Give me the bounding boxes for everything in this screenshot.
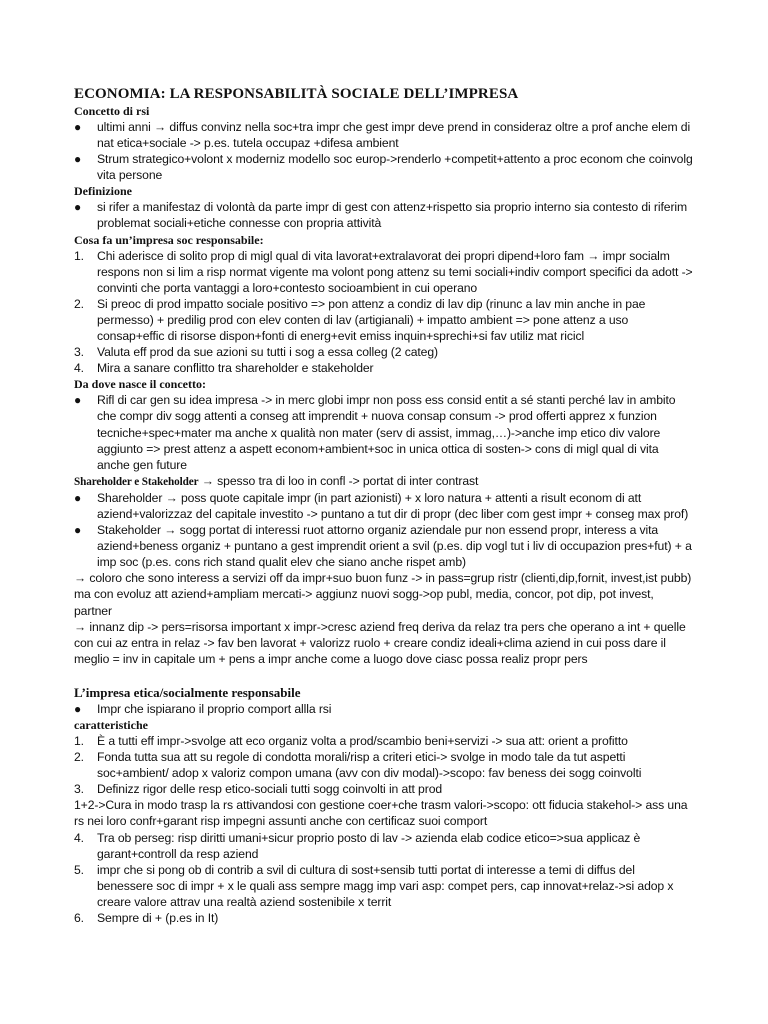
- list-item: ● Stakeholder → sogg portat di interessi ruot attorno organiz aziendale pur non essend propr, interess a vita aziend+beness organiz + puntano a gest imprendit orient a svil (p.es. dip vogl tut i liv di occupazion pres+fut) + a imp soc (p.es. cons rich stand qualit elev che siano anche rispet amb): [74, 523, 692, 570]
- list-item: 4. Mira a sanare conflitto tra shareholder e stakeholder: [74, 361, 374, 376]
- bullet-icon: ●: [74, 523, 82, 538]
- list-item: 3. Definizz rigor delle resp etico-sociali tutti sogg coinvolti in att prod: [74, 782, 443, 797]
- paragraph: → coloro che sono interess a servizi off da impr+suo buon funz -> in pass=grup ristr (clienti,dip,fornit, invest,ist pubb) ma con evoluz att aziend+ampliam mercati-> aggiunz nuovi sogg->op publ, media, concor, pot dip, pot invest, partner: [74, 571, 692, 618]
- list-item: 6. Sempre di + (p.es in It): [74, 911, 219, 926]
- list-item: 1. È a tutti eff impr->svolge att eco organiz volta a prod/scambio beni+servizi -> sua att: orient a profitto: [74, 734, 628, 748]
- bullet-list-concetto: [74, 119, 694, 183]
- bullet-icon: ●: [74, 120, 82, 134]
- list-item: 2. Fonda tutta sua att su regole di condotta morali/risp a criteri etici-> svolge in modo tale da tut aspetti soc+ambient/ adop x valoriz compon umana (avv con div modal)->scopo: fav beness dei sogg coinvolti: [74, 750, 642, 781]
- list-item: 3. Valuta eff prod da sue azioni su tutti i sog a essa colleg (2 categ): [74, 345, 438, 360]
- bullet-icon: ●: [74, 152, 82, 167]
- bullet-icon: ●: [74, 393, 82, 408]
- bullet-list-shareholder: [74, 490, 694, 570]
- section-heading-impresa-etica: L’impresa etica/socialmente responsabile: [74, 684, 301, 700]
- section-heading-definizione: Definizione: [74, 184, 132, 199]
- paragraph: → innanz dip -> pers=risorsa important x impr->cresc aziend freq deriva da relaz tra pers che operano a int + quelle con cui az entra in relaz -> fav ben lavorat + valorizz ruolo + creare condiz ideali+clima aziend in cui poss dare il meglio = inv in capitale um + pens a impr anche come a luogo dove ciasc possa realiz propr pers: [74, 619, 686, 666]
- section-heading-caratteristiche: caratteristiche: [74, 718, 148, 732]
- document-title: ECONOMIA: LA RESPONSABILITÀ SOCIALE DELL’IMPRESA: [74, 86, 519, 102]
- list-item: ● Shareholder → poss quote capitale impr (in part azionisti) + x loro natura + attenti a risult econom di att aziend+valorizzaz del capitale investito -> puntano a tut dir di propr (dec liber com gest impr + conseg max prof): [74, 490, 689, 521]
- numbered-list-caratteristiche-a: [74, 733, 694, 797]
- bullet-icon: ●: [74, 200, 82, 215]
- section-heading-shareholder-stakeholder: Shareholder e Stakeholder → spesso tra di loo in confl -> portat di inter contrast: [74, 473, 479, 488]
- numbered-list-caratteristiche-b: [74, 830, 694, 927]
- bullet-icon: ●: [74, 701, 82, 716]
- bullet-list-da-dove: [74, 392, 694, 472]
- list-item: ● Strum strategico+volont x moderniz modello soc europ->renderlo +competit+attento a proc econom che coinvolg vita persone: [74, 152, 693, 183]
- list-item: ● si rifer a manifestaz di volontà da parte impr di gest con attenz+rispetto sia proprio interno sia contesto di riferim problemat sociali+etiche connesse con propria attività: [74, 200, 688, 231]
- paragraph: 1+2->Cura in modo trasp la rs attivandosi con gestione coer+che trasm valori->scopo: ott fiducia stakehol-> ass una rs nei loro confr+garant risp impegni assunti anche con certificaz suoi comport: [74, 798, 688, 829]
- section-heading-concetto: Concetto di rsi: [74, 104, 150, 118]
- list-item: ● Impr che ispiarano il proprio comport allla rsi: [74, 701, 332, 716]
- bullet-list-impresa-etica: [74, 701, 694, 717]
- list-item: 1. Chi aderisce di solito prop di migl qual di vita lavorat+extralavorat dei propri dipend+loro fam → impr socialm respons non si lim a risp normat vigente ma volont pong attenz su temi sociali+indiv comport specifici da adott -> convinti che porta vantaggi a loro+contesto socioambient in cui operano: [74, 248, 693, 295]
- list-item: 2. Si preoc di prod impatto sociale positivo => pon attenz a condiz di lav dip (rinunc a lav min anche in pae permesso) + predilig prod con elev conten di lav (artigianali) + impatto ambient => pone attenz a uso consap+effic di risorse dispon+fonti di energ+evit emiss inquin+sprechi+si fav utiliz mat ricicl: [74, 296, 646, 344]
- section-heading-cosa-fa: Cosa fa un’impresa soc responsabile:: [74, 232, 264, 247]
- document-content: [74, 85, 694, 926]
- list-item: ● ultimi anni → diffus convinz nella soc+tra impr che gest impr deve prend in consideraz oltre a prof anche elem di nat etica+sociale -> p.es. tutela occupaz +difesa ambient: [74, 120, 691, 151]
- bullet-list-definizione: [74, 199, 694, 231]
- list-item: ● Rifl di car gen su idea impresa -> in merc globi impr non poss ess consid entit a sé stanti perché lav in ambito che compr div sogg attenti a conseg att imprendit + nuova consap consum -> prod offerti apprez x funzion tecniche+spec+mater ma anche x qualità non mater (serv di assist, immag,…)->anche imp etico div valore aggiunto => prest attenz a aspett econom+ambient+soc in unica ottica di sosten-> cons di migl qual di vita anche gen future: [74, 393, 676, 472]
- list-item: 4. Tra ob perseg: risp diritti umani+sicur proprio posto di lav -> azienda elab codice etico=>sua applicaz è garant+controll da resp aziend: [74, 830, 641, 861]
- numbered-list-cosa-fa: [74, 248, 694, 377]
- list-item: 5. impr che si pong ob di contrib a svil di cultura di sost+sensib tutti portat di interesse a temi di diffus del benessere soc di impr + x le quali ass sempre magg imp vari asp: compet pers, cap innovat+relaz->si adop x creare valore attrav una realtà aziend sostenibile x territ: [74, 862, 674, 909]
- bullet-icon: ●: [74, 490, 82, 505]
- section-heading-da-dove: Da dove nasce il concetto:: [74, 377, 206, 392]
